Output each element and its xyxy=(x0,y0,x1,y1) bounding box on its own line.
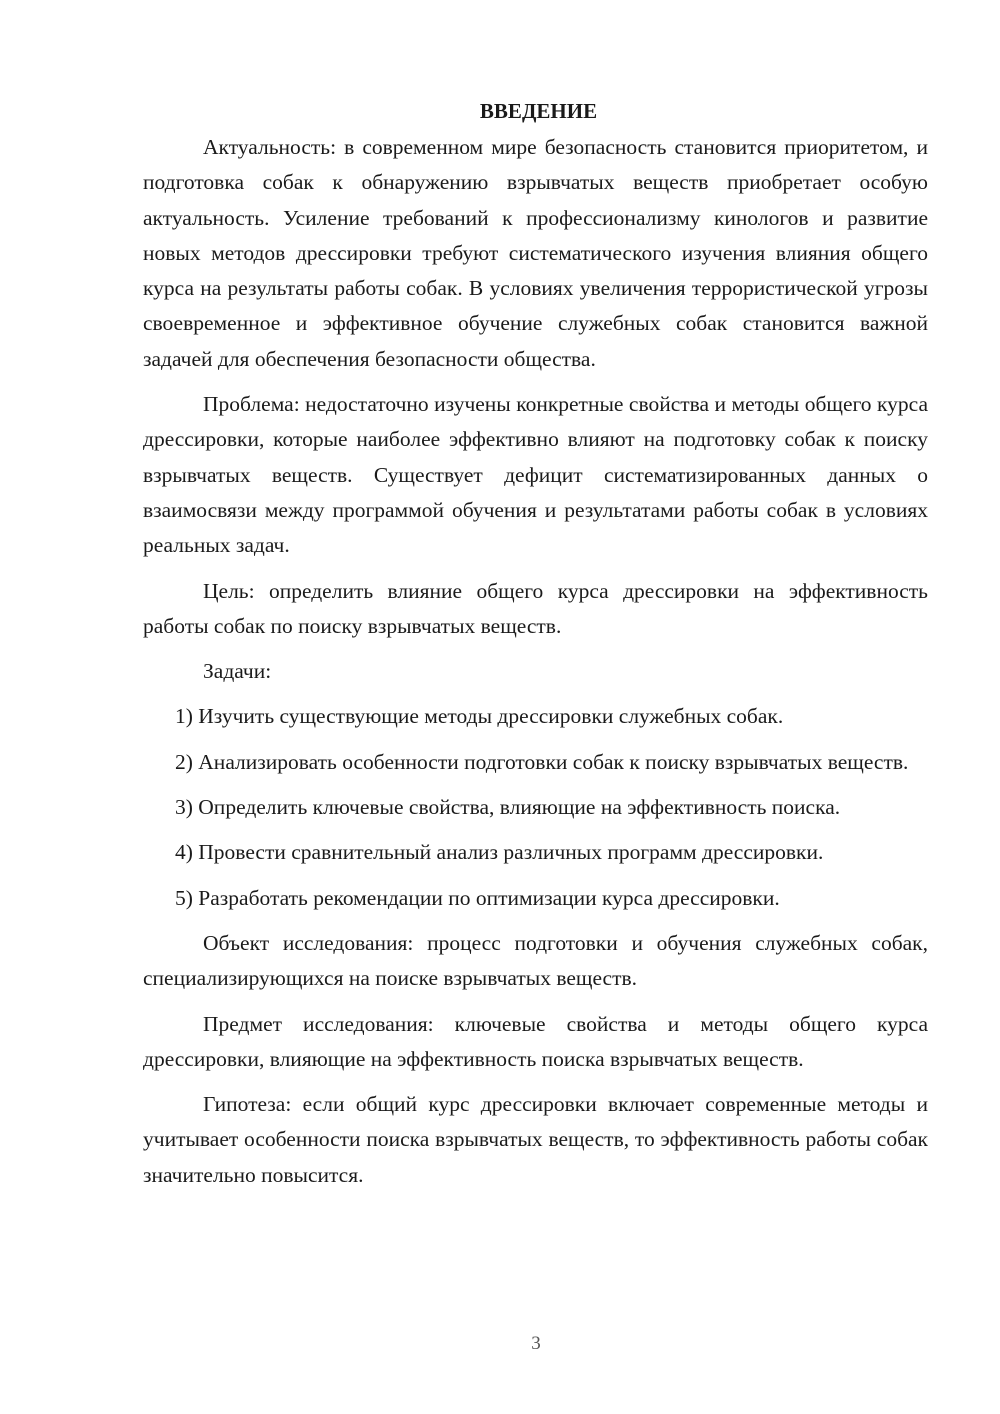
tasks-heading: Задачи: xyxy=(203,659,272,684)
document-page xyxy=(143,96,928,1203)
task-item-3: 3) Определить ключевые свойства, влияющие на эффективность поиска. xyxy=(175,795,841,820)
relevance-paragraph: Актуальность: в современном мире безопасность становится приоритетом, и подготовка собак к обнаружению взрывчатых веществ приобретает особую актуальность. Усиление требований к профессионализму кинологов и развитие новых методов дрессировки требуют систематического изучения влияния общего курса на результаты работы собак. В условиях увеличения террористической угрозы своевременное и эффективное обучение служебных собак становится важной задачей для обеспечения безопасности общества. xyxy=(143,135,928,371)
task-item-2: 2) Анализировать особенности подготовки собак к поиску взрывчатых веществ. xyxy=(175,749,909,774)
subject-paragraph: Предмет исследования: ключевые свойства и методы общего курса дрессировки, влияющие на эффективность поиска взрывчатых веществ. xyxy=(143,1011,928,1071)
object-paragraph: Объект исследования: процесс подготовки и обучения служебных собак, специализирующихся на поиске взрывчатых веществ. xyxy=(143,930,928,991)
goal-paragraph: Цель: определить влияние общего курса дрессировки на эффективность работы собак по поиску взрывчатых веществ. xyxy=(143,578,928,638)
section-heading: ВВЕДЕНИЕ xyxy=(479,99,598,123)
task-item-4: 4) Провести сравнительный анализ различных программ дрессировки. xyxy=(175,840,824,865)
hypothesis-paragraph: Гипотеза: если общий курс дрессировки включает современные методы и учитывает особенности поиска взрывчатых веществ, то эффективность работы собак значительно повысится. xyxy=(143,1092,928,1187)
task-item-1: 1) Изучить существующие методы дрессировки служебных собак. xyxy=(175,704,784,729)
task-item-5: 5) Разработать рекомендации по оптимизации курса дрессировки. xyxy=(175,885,780,910)
problem-paragraph: Проблема: недостаточно изучены конкретные свойства и методы общего курса дрессировки, которые наиболее эффективно влияют на подготовку собак к поиску взрывчатых веществ. Существует дефицит систематизированных данных о взаимосвязи между программой обучения и результатами работы собак в условиях реальных задач. xyxy=(143,392,928,558)
page-number: 3 xyxy=(531,1333,541,1354)
